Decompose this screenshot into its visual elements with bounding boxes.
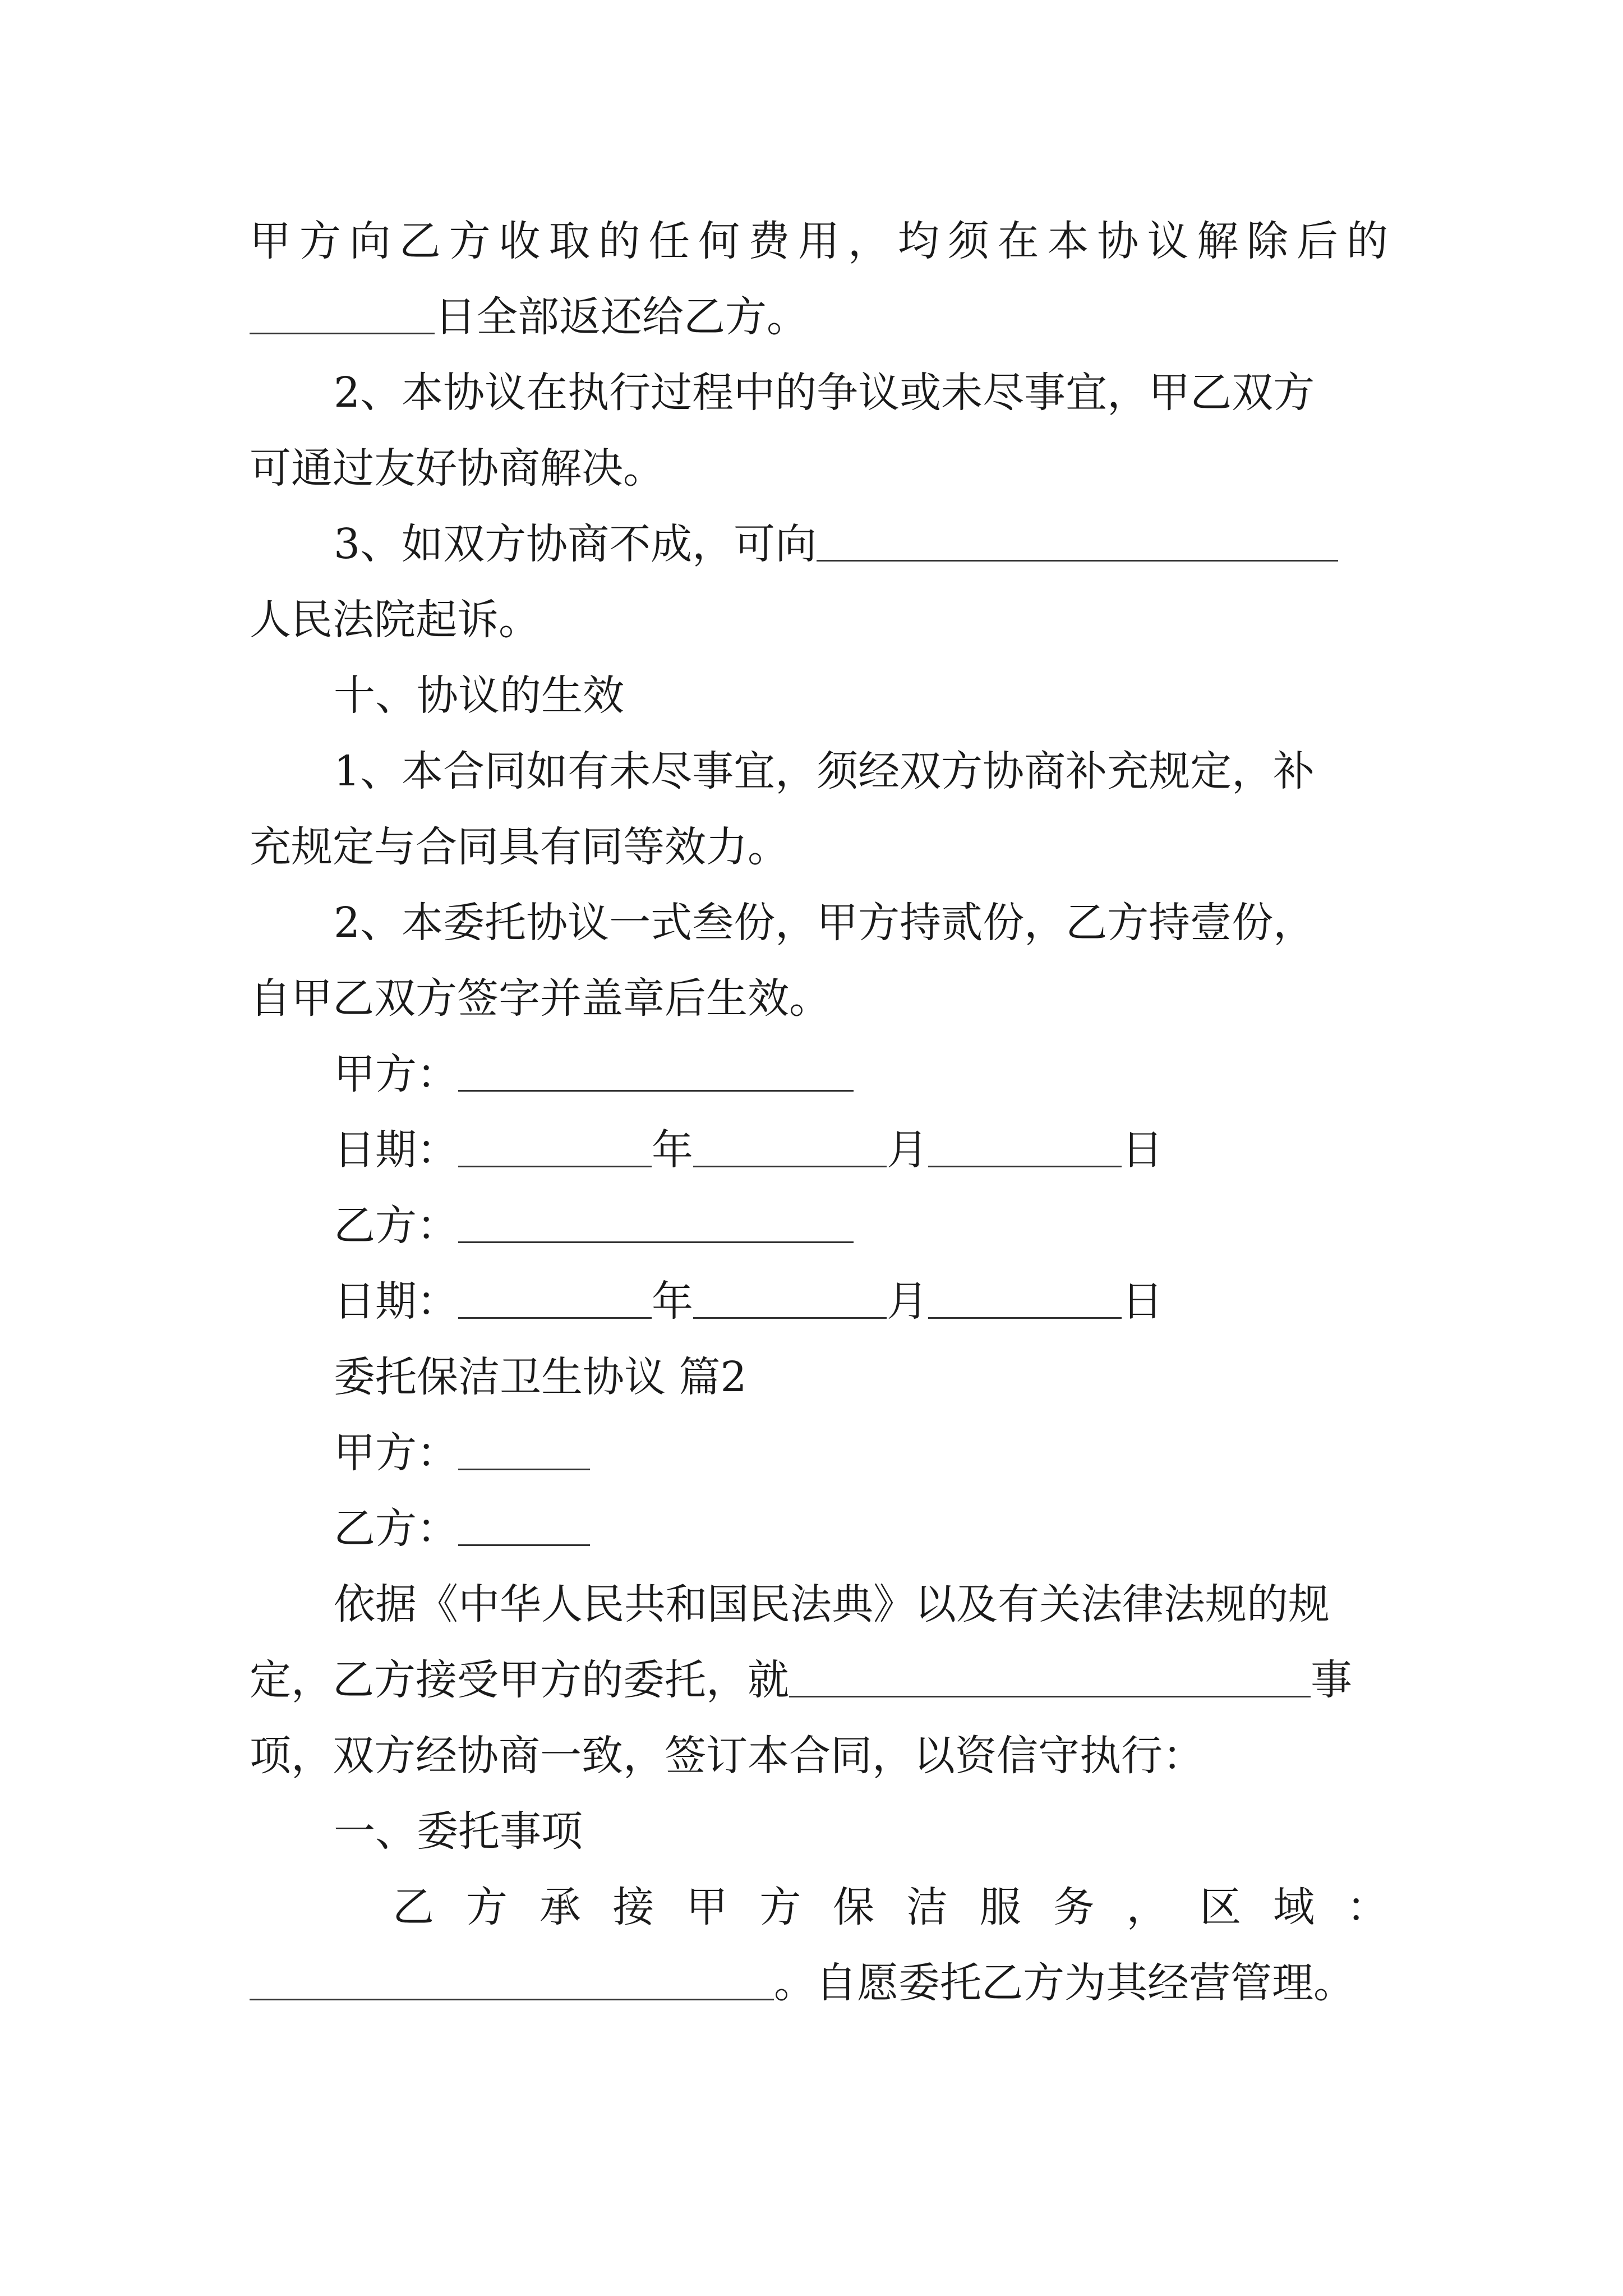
character: 承 — [539, 1883, 581, 1931]
blank-field — [928, 1126, 1122, 1167]
label: 日 — [1122, 1277, 1163, 1326]
label: 甲方： — [334, 1050, 458, 1098]
justified-text — [250, 213, 1388, 269]
character: 服 — [979, 1883, 1021, 1931]
paragraph-line — [250, 1728, 1388, 1784]
label: 年 — [652, 1277, 693, 1326]
character: 乙 — [399, 217, 441, 265]
character: 方 — [759, 1883, 801, 1931]
character: 均 — [897, 217, 939, 265]
blank-field — [693, 1278, 887, 1319]
blank-field — [789, 1657, 1311, 1697]
date-line — [250, 1122, 1472, 1178]
paragraph-line — [250, 1955, 1388, 2011]
character: 甲 — [250, 217, 291, 265]
paragraph-line — [250, 213, 1388, 269]
article-title — [250, 1349, 1472, 1405]
blank-field — [693, 1126, 887, 1167]
text-segment: 项，双方经协商一致，签订本合同，以资信守执行： — [250, 1732, 1204, 1780]
character: 须 — [947, 217, 989, 265]
justified-text — [393, 1879, 1388, 1935]
character: 接 — [612, 1883, 654, 1931]
character: ： — [1346, 1883, 1388, 1931]
text-segment: 依据《中华人民共和国民法典》以及有关法律法规的规 — [334, 1580, 1330, 1628]
label: 乙方： — [334, 1504, 458, 1553]
character: 议 — [1147, 217, 1189, 265]
text-segment: 自甲乙双方签字并盖章后生效。 — [250, 974, 831, 1023]
text-segment: 定，乙方接受甲方的委托，就 — [250, 1656, 789, 1704]
character: 协 — [1097, 217, 1139, 265]
character: ， — [1126, 1883, 1168, 1931]
blank-field — [250, 1959, 774, 2000]
character: 任 — [648, 217, 690, 265]
character: 本 — [1047, 217, 1089, 265]
paragraph-line — [250, 1652, 1388, 1708]
paragraph-line — [250, 516, 1472, 572]
paragraph-line — [250, 743, 1472, 799]
character: 费 — [748, 217, 790, 265]
character: 何 — [698, 217, 740, 265]
paragraph-line — [250, 440, 1388, 496]
character: 方 — [449, 217, 491, 265]
paragraph-line — [250, 895, 1472, 951]
section-heading — [250, 1803, 1472, 1860]
signature-line-party-a — [250, 1046, 1472, 1102]
character: 后 — [1297, 217, 1339, 265]
label: 日 — [1122, 1126, 1163, 1174]
label: 年 — [652, 1126, 693, 1174]
paragraph-line — [250, 1879, 1388, 1935]
text-segment: 日全部返还给乙方。 — [435, 293, 808, 341]
character: 的 — [598, 217, 640, 265]
character: 务 — [1053, 1883, 1095, 1931]
label: 日期： — [334, 1126, 458, 1174]
character: 除 — [1247, 217, 1289, 265]
character: 方 — [299, 217, 341, 265]
blank-field — [817, 521, 1338, 562]
text-segment: 一、委托事项 — [334, 1807, 583, 1856]
blank-field — [458, 1126, 652, 1167]
character: ， — [847, 217, 889, 265]
character: 在 — [997, 217, 1039, 265]
paragraph-line — [250, 592, 1388, 648]
party-b-line — [250, 1501, 1472, 1557]
blank-field — [458, 1202, 854, 1243]
character: 保 — [833, 1883, 875, 1931]
character: 取 — [548, 217, 591, 265]
paragraph-line — [250, 1576, 1472, 1632]
character: 收 — [499, 217, 541, 265]
blank-field — [250, 293, 435, 334]
signature-line-party-b — [250, 1198, 1472, 1254]
character: 区 — [1200, 1883, 1242, 1931]
character: 的 — [1346, 217, 1388, 265]
label: 甲方： — [334, 1429, 458, 1477]
character: 乙 — [393, 1883, 434, 1931]
blank-field — [928, 1278, 1122, 1319]
text-segment: 1、本合同如有未尽事宜，须经双方协商补充规定，补 — [334, 747, 1315, 795]
label: 月 — [887, 1126, 928, 1174]
text-segment: 可通过友好协商解决。 — [250, 444, 665, 493]
text-segment: 。自愿委托乙方为其经营管理。 — [774, 1959, 1355, 2007]
character: 向 — [349, 217, 391, 265]
text-segment: 充规定与合同具有同等效力。 — [250, 823, 789, 871]
blank-field — [458, 1505, 590, 1546]
text-segment: 人民法院起诉。 — [250, 596, 540, 644]
character: 甲 — [686, 1883, 728, 1931]
character: 解 — [1197, 217, 1239, 265]
character: 洁 — [906, 1883, 948, 1931]
paragraph-line — [250, 819, 1388, 875]
party-a-line — [250, 1425, 1472, 1481]
paragraph-line — [250, 365, 1472, 421]
text-segment: 十、协议的生效 — [334, 671, 624, 720]
paragraph-line — [250, 970, 1388, 1027]
paragraph-line — [250, 289, 1388, 345]
blank-field — [458, 1278, 652, 1319]
section-heading — [250, 668, 1472, 724]
label: 月 — [887, 1277, 928, 1326]
text-segment: 事 — [1311, 1656, 1352, 1704]
character: 方 — [465, 1883, 508, 1931]
text-segment: 委托保洁卫生协议 篇2 — [334, 1353, 747, 1401]
text-segment: 3、如双方协商不成，可向 — [334, 520, 817, 568]
text-segment: 2、本协议在执行过程中的争议或未尽事宜，甲乙双方 — [334, 369, 1315, 417]
label: 乙方： — [334, 1202, 458, 1250]
character: 域 — [1273, 1883, 1315, 1931]
blank-field — [458, 1429, 590, 1470]
date-line — [250, 1273, 1472, 1329]
label: 日期： — [334, 1277, 458, 1326]
character: 用 — [797, 217, 840, 265]
text-segment: 2、本委托协议一式叁份，甲方持贰份，乙方持壹份， — [334, 899, 1315, 947]
blank-field — [458, 1051, 854, 1092]
